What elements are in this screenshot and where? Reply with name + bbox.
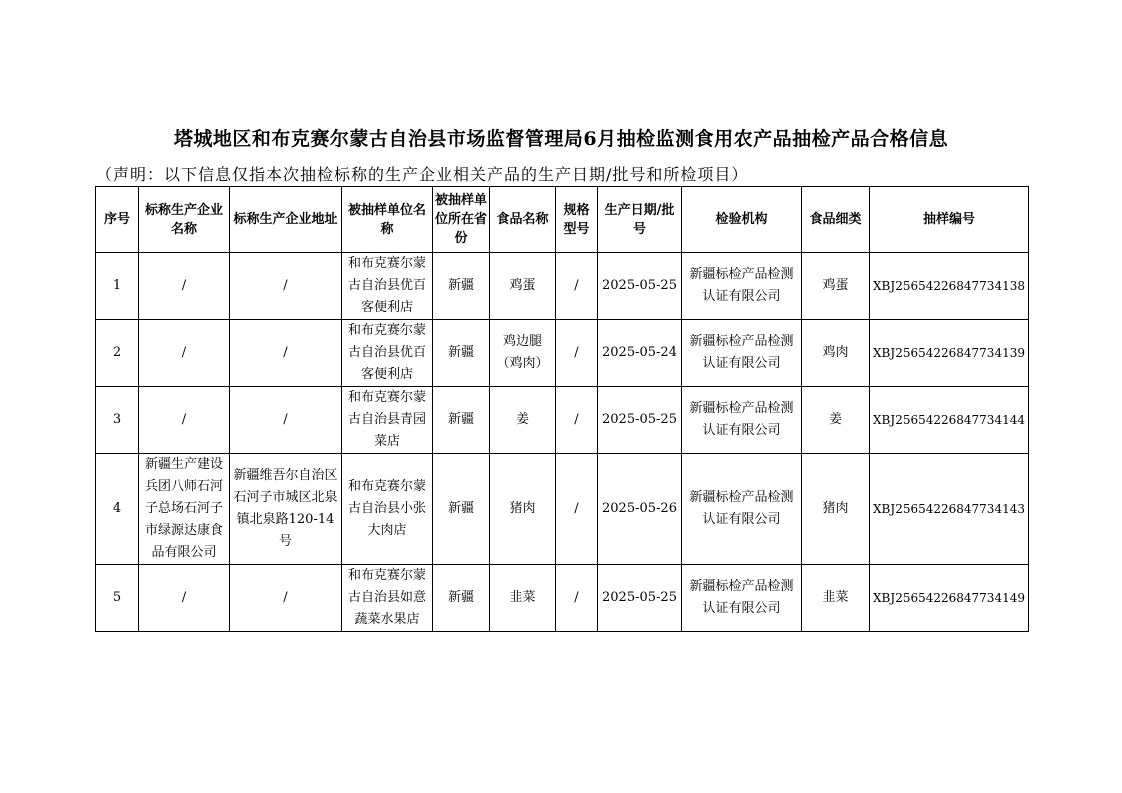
cell-manufacturer-name: 新疆生产建设兵团八师石河子总场石河子市绿源达康食品有限公司 xyxy=(139,454,230,565)
cell-manufacturer-address: / xyxy=(230,253,342,320)
cell-food-name: 猪肉 xyxy=(490,454,556,565)
cell-index: 4 xyxy=(96,454,139,565)
cell-manufacturer-name: / xyxy=(139,320,230,387)
cell-food-name: 韭菜 xyxy=(490,565,556,632)
cell-province: 新疆 xyxy=(433,320,490,387)
cell-manufacturer-address: / xyxy=(230,565,342,632)
header-sampled-unit: 被抽样单位名称 xyxy=(342,187,433,253)
cell-sampled-unit: 和布克赛尔蒙古自治县优百客便利店 xyxy=(342,320,433,387)
table-row xyxy=(96,320,1029,387)
cell-production-date: 2025-05-25 xyxy=(598,387,682,454)
cell-specification: / xyxy=(556,565,598,632)
cell-testing-agency: 新疆标检产品检测认证有限公司 xyxy=(682,320,802,387)
cell-food-subcategory: 姜 xyxy=(802,387,870,454)
header-sample-code: 抽样编号 xyxy=(870,187,1029,253)
header-food-name: 食品名称 xyxy=(490,187,556,253)
header-food-subcategory: 食品细类 xyxy=(802,187,870,253)
cell-sample-code: XBJ25654226847734143 xyxy=(870,454,1029,565)
cell-sample-code: XBJ25654226847734144 xyxy=(870,387,1029,454)
cell-specification: / xyxy=(556,387,598,454)
cell-province: 新疆 xyxy=(433,387,490,454)
cell-index: 2 xyxy=(96,320,139,387)
cell-sample-code: XBJ25654226847734139 xyxy=(870,320,1029,387)
cell-specification: / xyxy=(556,454,598,565)
cell-manufacturer-address: / xyxy=(230,387,342,454)
header-province: 被抽样单位所在省份 xyxy=(433,187,490,253)
disclaimer-note: （声明：以下信息仅指本次抽检标称的生产企业相关产品的生产日期/批号和所检项目） xyxy=(96,165,749,184)
cell-testing-agency: 新疆标检产品检测认证有限公司 xyxy=(682,253,802,320)
cell-food-subcategory: 韭菜 xyxy=(802,565,870,632)
cell-index: 5 xyxy=(96,565,139,632)
table-row xyxy=(96,565,1029,632)
cell-index: 3 xyxy=(96,387,139,454)
cell-province: 新疆 xyxy=(433,253,490,320)
cell-province: 新疆 xyxy=(433,454,490,565)
cell-testing-agency: 新疆标检产品检测认证有限公司 xyxy=(682,387,802,454)
cell-sampled-unit: 和布克赛尔蒙古自治县如意蔬菜水果店 xyxy=(342,565,433,632)
cell-production-date: 2025-05-26 xyxy=(598,454,682,565)
header-production-date: 生产日期/批号 xyxy=(598,187,682,253)
header-manufacturer-name: 标称生产企业名称 xyxy=(139,187,230,253)
cell-specification: / xyxy=(556,320,598,387)
header-testing-agency: 检验机构 xyxy=(682,187,802,253)
cell-production-date: 2025-05-24 xyxy=(598,320,682,387)
document-title: 塔城地区和布克赛尔蒙古自治县市场监督管理局6月抽检监测食用农产品抽检产品合格信息 xyxy=(173,128,949,150)
table-header-row xyxy=(96,187,1029,253)
cell-food-subcategory: 鸡蛋 xyxy=(802,253,870,320)
cell-production-date: 2025-05-25 xyxy=(598,565,682,632)
cell-manufacturer-address: / xyxy=(230,320,342,387)
header-manufacturer-address: 标称生产企业地址 xyxy=(230,187,342,253)
cell-food-subcategory: 猪肉 xyxy=(802,454,870,565)
cell-manufacturer-address: 新疆维吾尔自治区石河子市城区北泉镇北泉路120-14号 xyxy=(230,454,342,565)
table-row xyxy=(96,253,1029,320)
cell-index: 1 xyxy=(96,253,139,320)
cell-manufacturer-name: / xyxy=(139,387,230,454)
header-specification: 规格型号 xyxy=(556,187,598,253)
cell-sample-code: XBJ25654226847734138 xyxy=(870,253,1029,320)
table-row xyxy=(96,387,1029,454)
cell-testing-agency: 新疆标检产品检测认证有限公司 xyxy=(682,454,802,565)
cell-food-subcategory: 鸡肉 xyxy=(802,320,870,387)
cell-food-name: 鸡边腿（鸡肉） xyxy=(490,320,556,387)
cell-sampled-unit: 和布克赛尔蒙古自治县优百客便利店 xyxy=(342,253,433,320)
cell-province: 新疆 xyxy=(433,565,490,632)
cell-testing-agency: 新疆标检产品检测认证有限公司 xyxy=(682,565,802,632)
cell-food-name: 姜 xyxy=(490,387,556,454)
cell-manufacturer-name: / xyxy=(139,565,230,632)
table-row xyxy=(96,454,1029,565)
cell-sampled-unit: 和布克赛尔蒙古自治县小张大肉店 xyxy=(342,454,433,565)
inspection-results-table xyxy=(95,186,1029,632)
cell-production-date: 2025-05-25 xyxy=(598,253,682,320)
cell-sampled-unit: 和布克赛尔蒙古自治县青园菜店 xyxy=(342,387,433,454)
cell-manufacturer-name: / xyxy=(139,253,230,320)
header-index: 序号 xyxy=(96,187,139,253)
cell-sample-code: XBJ25654226847734149 xyxy=(870,565,1029,632)
cell-food-name: 鸡蛋 xyxy=(490,253,556,320)
cell-specification: / xyxy=(556,253,598,320)
